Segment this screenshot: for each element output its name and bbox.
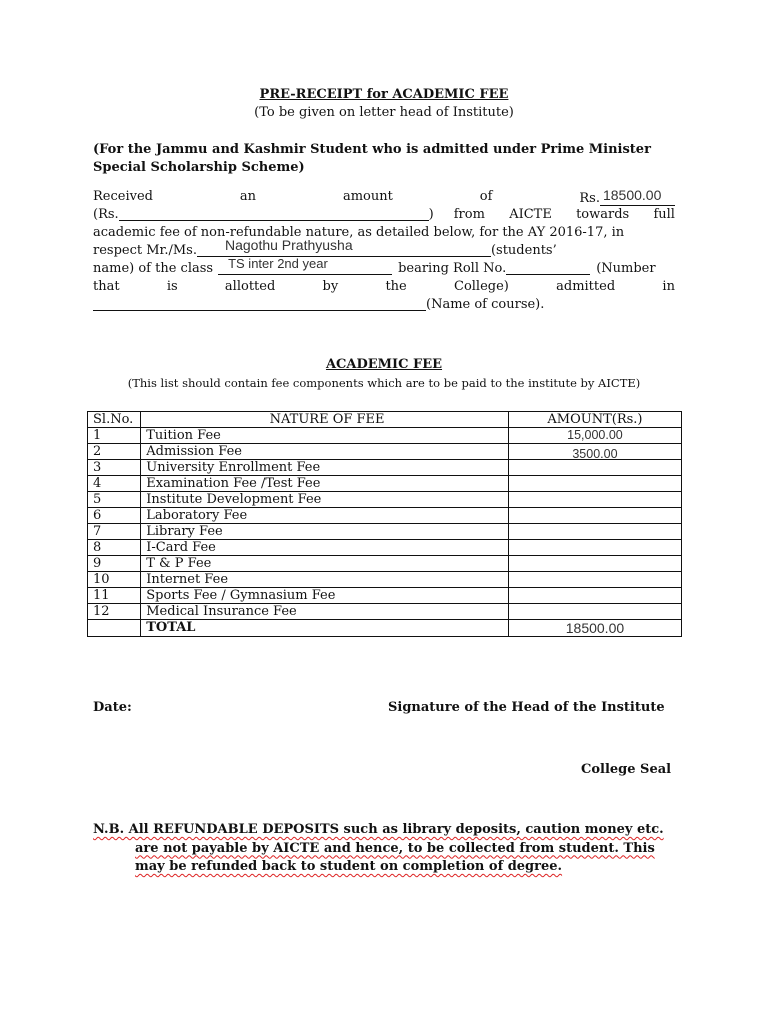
row-amount-value: 3500.00: [572, 447, 618, 461]
word: allotted: [224, 279, 276, 294]
row-sl: 8: [88, 540, 141, 556]
total-label: TOTAL: [141, 620, 509, 637]
word: amount: [342, 189, 393, 204]
college-seal-label: College Seal: [581, 762, 672, 777]
document-title: PRE-RECEIPT for ACADEMIC FEE: [259, 87, 509, 102]
word: is: [166, 279, 178, 294]
row-fee-name: Medical Insurance Fee: [141, 604, 509, 620]
table-row: [88, 556, 682, 572]
row-sl: 10: [88, 572, 141, 588]
row-amount[interactable]: [508, 572, 681, 588]
word: that: [93, 279, 120, 294]
fee-table: [87, 411, 682, 637]
table-row: [88, 572, 682, 588]
nb-line-3: may be refunded back to student on completion of degree.: [135, 859, 563, 874]
col-sl-header: Sl.No.: [88, 412, 141, 428]
row-sl: 4: [88, 476, 141, 492]
total-amount-value: 18500.00: [565, 620, 625, 636]
word: Received: [93, 189, 153, 204]
row-sl: 9: [88, 556, 141, 572]
row-fee-name: Sports Fee / Gymnasium Fee: [141, 588, 509, 604]
table-row: [88, 524, 682, 540]
table-row: [88, 444, 682, 460]
date-label: Date:: [93, 700, 132, 715]
col-amount-header: AMOUNT(Rs.): [508, 412, 681, 428]
row-amount[interactable]: [508, 588, 681, 604]
receipt-line-7: [93, 296, 675, 314]
student-name-value: Nagothu Prathyusha: [224, 237, 353, 253]
scheme-description: (For the Jammu and Kashmir Student who is admitted under Prime Minister Special Scholarship Scheme): [93, 142, 651, 175]
row-fee-name: I-Card Fee: [141, 540, 509, 556]
rs-label: Rs.: [579, 191, 600, 206]
row-sl: 5: [88, 492, 141, 508]
row-amount[interactable]: [508, 476, 681, 492]
roll-no-field[interactable]: [506, 260, 590, 275]
receipt-line-2: (Rs. ) from AICTE towards full: [93, 207, 675, 222]
students-label: (students’: [490, 243, 557, 258]
document-subtitle: (To be given on letter head of Institute): [254, 105, 514, 120]
table-row: [88, 476, 682, 492]
receipt-line-6: [93, 278, 675, 296]
row-fee-name: Internet Fee: [141, 572, 509, 588]
table-row: [88, 588, 682, 604]
row-sl: 2: [88, 444, 141, 460]
row-sl: 12: [88, 604, 141, 620]
row-sl: 6: [88, 508, 141, 524]
table-header-row: [88, 412, 682, 428]
receipt-line-1: [93, 188, 675, 206]
nb-line-1: N.B. All REFUNDABLE DEPOSITS such as library deposits, caution money etc.: [93, 822, 664, 837]
word: by: [322, 279, 339, 294]
row-amount[interactable]: [508, 460, 681, 476]
word: of: [479, 189, 493, 204]
amount-value: 18500.00: [602, 187, 662, 203]
roll-label: bearing Roll No.: [398, 261, 507, 276]
table-row: [88, 428, 682, 444]
row-amount[interactable]: [508, 524, 681, 540]
table-row: [88, 604, 682, 620]
receipt-line-4: [93, 237, 675, 260]
total-row: [88, 620, 682, 637]
row-sl: 11: [88, 588, 141, 604]
word: the: [385, 279, 407, 294]
academic-fee-note: (This list should contain fee components which are to be paid to the institute by AICTE): [127, 376, 641, 390]
row-fee-name: Laboratory Fee: [141, 508, 509, 524]
row-amount[interactable]: [508, 444, 681, 460]
row-fee-name: Library Fee: [141, 524, 509, 540]
word: in: [662, 279, 675, 294]
word: College): [454, 279, 509, 294]
total-amount[interactable]: [508, 620, 681, 637]
rs-words-label: (Rs.: [93, 207, 119, 222]
class-field[interactable]: [218, 256, 392, 275]
nb-note: [93, 821, 693, 877]
word: from: [453, 207, 485, 222]
row-amount[interactable]: [508, 604, 681, 620]
col-nature-header: NATURE OF FEE: [141, 412, 509, 428]
amount-field[interactable]: [579, 188, 675, 206]
receipt-line-3: academic fee of non-refundable nature, as detailed below, for the AY 2016-17, in: [93, 225, 625, 240]
row-fee-name: University Enrollment Fee: [141, 460, 509, 476]
class-label: name) of the class: [93, 261, 214, 276]
word: full: [653, 207, 675, 222]
word: AICTE: [509, 207, 552, 222]
table-row: [88, 492, 682, 508]
table-row: [88, 460, 682, 476]
word: an: [239, 189, 257, 204]
signature-label: Signature of the Head of the Institute: [388, 700, 665, 715]
course-name-field[interactable]: [93, 296, 426, 311]
row-sl: 3: [88, 460, 141, 476]
table-row: [88, 540, 682, 556]
row-fee-name: T & P Fee: [141, 556, 509, 572]
row-fee-name: Examination Fee /Test Fee: [141, 476, 509, 492]
row-fee-name: Institute Development Fee: [141, 492, 509, 508]
course-label: (Name of course).: [426, 297, 545, 312]
class-value: TS inter 2nd year: [228, 256, 328, 271]
row-amount[interactable]: [508, 492, 681, 508]
table-row: [88, 508, 682, 524]
receipt-line-5: [93, 256, 675, 278]
nb-line-2: are not payable by AICTE and hence, to be collected from student. This: [135, 840, 655, 856]
row-fee-name: Admission Fee: [141, 444, 509, 460]
row-amount[interactable]: [508, 508, 681, 524]
total-sl: [88, 620, 141, 637]
number-label: (Number: [596, 261, 656, 276]
row-amount-value: 15,000.00: [567, 428, 623, 442]
row-sl: 1: [88, 428, 141, 444]
word: towards: [576, 207, 630, 222]
row-fee-name: Tuition Fee: [141, 428, 509, 444]
word: admitted: [556, 279, 616, 294]
row-amount[interactable]: [508, 428, 681, 444]
row-sl: 7: [88, 524, 141, 540]
respect-label: respect Mr./Ms.: [93, 243, 197, 258]
amount-in-words-field[interactable]: [119, 206, 429, 221]
row-amount[interactable]: [508, 556, 681, 572]
academic-fee-title: ACADEMIC FEE: [325, 357, 443, 372]
row-amount[interactable]: [508, 540, 681, 556]
